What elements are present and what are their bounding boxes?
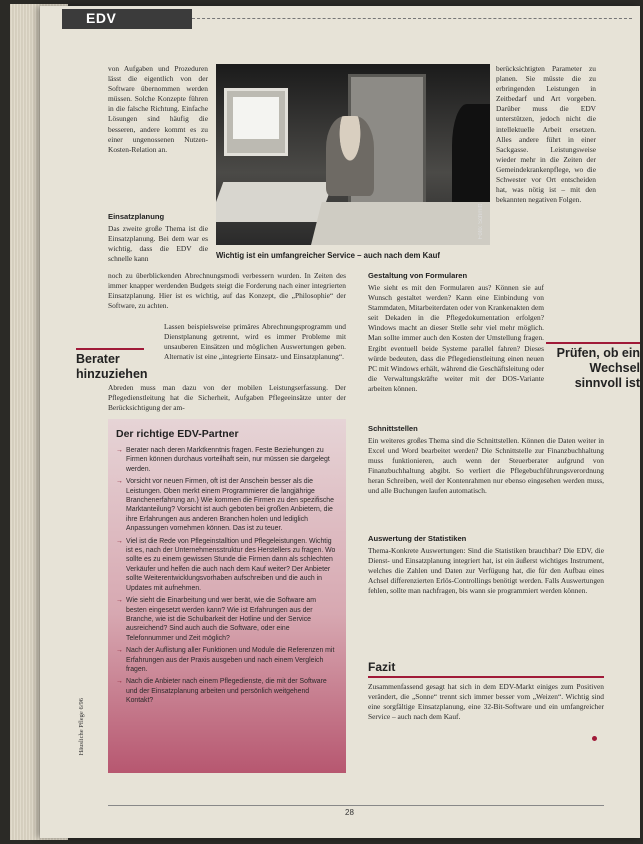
sidehead-berater-line1: Berater [76, 352, 120, 366]
section-header [40, 6, 640, 32]
fazit-heading: Fazit [368, 660, 396, 674]
infobox-item-text: Viel ist die Rede von Pflegeinstalltion und Pflegeleistungen. Wichtig ist es, nach der Unternehmensstruktur des Herstellers zu fragen. Wo sollte es zu einem gewissen Stunde die Firmen dann als schlechten Verkäufer und helfen die auch nach dem Kauf weiter? Der Anbieter sollte Weiterentwicklungsvorhaben aufschreiben und die auch in Updates mit aufnehmen. [126, 537, 336, 592]
infobox-title: Der richtige EDV-Partner [116, 428, 239, 440]
left-wide-paragraph-2: Abreden muss man dazu von der mobilen Leistungserfassung. Der Pflegedienstleitung hat die Sicherheit, Aufgaben Pflegeeinsätze unter der Berücksichtigung der am- [108, 383, 346, 413]
subheading-schnittstellen: Schnittstellen [368, 424, 418, 433]
page-number: 28 [345, 808, 354, 817]
sidehead-pruefen-line3: sinnvoll ist [574, 376, 640, 390]
column1-paragraph: von Aufgaben und Prozeduren lässt die eigentlich von der Software übernommen werden müssen. Solche Konzepte führen in die falsche Richtung. Einfache Lösungen sind häufig die besseren, andere kommt es zu einer ungenossenen Nutzen-Kosten-Relation an. [108, 64, 208, 154]
section-label: EDV [86, 10, 117, 26]
end-bullet-icon [592, 736, 597, 741]
infobox-item [116, 646, 338, 674]
sidehead-berater-rule [76, 348, 144, 350]
subheading-formulare: Gestaltung von Formularen [368, 271, 468, 280]
infobox-list [116, 446, 338, 706]
photo-office-service [216, 64, 490, 245]
sidehead-pruefen-rule [546, 342, 640, 344]
fazit-rule [368, 676, 604, 678]
photo-keyboard [216, 182, 333, 222]
infobox-item [116, 677, 338, 705]
section-header-tab [62, 9, 192, 29]
sidehead-pruefen-line1: Prüfen, ob ein [556, 346, 640, 360]
photo-screen [233, 97, 279, 139]
arrow-right-icon: → [116, 678, 123, 686]
infobox-item [116, 446, 338, 474]
left-wide-paragraph-1: noch zu überblickenden Abrechnungsmodi verbessern wurden. In Zeiten des immer knapper werdenden Budgets steigt die Forderung nach einer integrierten Einsatzplanung. Hier ist es wichtig, auf das Konzept, die „Philosophie“ der Software, zu achten. [108, 271, 346, 311]
sidehead-pruefen [546, 342, 640, 391]
infobox-item-text: Vorsicht vor neuen Firmen, oft ist der Anschein besser als die Leistungen. Oben merkt einem Programmierer die langjährige Branchenerfahrung an.) Wie kommen die Firmen zu den spezifische Marktanteilung? Vorsicht ist auch geboten bei großen Anbietern, die ihre Erfahrungen aus anderen Branchen holen und lediglich Anpassungen vornehmen können. Das ist zu teuer. [126, 478, 334, 533]
photo-table [310, 202, 490, 245]
column1-einsatz-paragraph: Das zweite große Thema ist die Einsatzplanung. Bei dem war es wichtig, dass die EDV die schnelle kann [108, 224, 208, 264]
arrow-right-icon: → [116, 537, 123, 545]
arrow-right-icon: → [116, 447, 123, 454]
infobox-item-text: Nach die Anbieter nach einem Pflegedienste, die mit der Software und der Einsatzplanung arbeiten und persönlich weitgehend Kontakt? [126, 678, 327, 705]
infobox-item [116, 596, 338, 643]
left-mid-paragraph: Lassen beispielsweise primäres Abrechnungsprogramm und Dienstplanung getrennt, wird es immer Probleme mit unsauberen Einsätzen und möglichen Auswertungen geben. Alternativ ist eine „integrierte Einsatz- und Einsatzplanung“. [164, 322, 346, 362]
infobox-item [116, 537, 338, 593]
arrow-right-icon: → [116, 597, 123, 605]
photo-caption: Wichtig ist ein umfangreicher Service – auch nach dem Kauf [216, 251, 440, 260]
sidehead-berater [76, 348, 148, 382]
fazit-paragraph: Zusammenfassend gesagt hat sich in dem EDV-Markt einiges zum Positiven verändert, die „Sonne“ trennt sich immer besser vom „Weizen“. Wichtig sind eine sorgfältige Einsatzplanung, eine 32-Bit-Software und ein umfangreicher Service – auch nach dem Kauf. [368, 682, 604, 722]
subheading-statistiken: Auswertung der Statistiken [368, 534, 467, 543]
infobox-item [116, 477, 338, 533]
infobox-item-text: Nach der Auflistung aller Funktionen und Module die Referenzen mit Erfahrungen aus der Praxis ausgeben und nach einem Vergleich fragen. [126, 647, 335, 673]
photo-person [326, 116, 374, 196]
infobox-edv-partner [108, 419, 346, 773]
header-rule [192, 18, 632, 19]
infobox-item-text: Berater nach deren Marktkenntnis fragen. Feste Beziehungen zu Firmen können durchaus vorteilhaft sein, nur müssen sie dargelegt werden. [126, 447, 330, 473]
right-paragraph-schnittstellen: Ein weiteres großes Thema sind die Schnittstellen. Können die Daten weiter in Excel und Word bearbeitet werden? Die Schnittstelle zur Finanzbuchhaltung muss funktionieren, auch wenn der Steuerberater aufgrund von Finanzbuchhaltung abgibt. So verliert die Pflegebuchführungsverordnung heran Schreiben, weil der Kontenrahmen nur ebenso eingesehen werden muss, und alle Buchungen laufen automatisch. [368, 436, 604, 496]
footer-rule [108, 805, 604, 806]
right-paragraph-statistiken: Thema-Konkrete Auswertungen: Sind die Statistiken brauchbar? Die EDV, die Dienst- und Einsatzplanung integriert hat, ist ein äußerst wichtiges Instrument, welches die Zahlen und Daten zur Verfügung hat, die für den Aufbau eines Achsel differenzierten Erlös-Controllings benötigt werden. Falls Auswertungen fehlen, sollte man nachfragen, bis wann sie programmiert werden können. [368, 546, 604, 596]
sidehead-berater-line2: hinzuziehen [76, 367, 148, 381]
infobox-item-text: Wie sieht die Einarbeitung und wer berät, wie die Software am besten eingesetzt werden kann? Wie ist Erfahrungen aus der Branche, wie ist die Schulbarkeit der Hotline und der Service ausreichend? Sind auch auch die Software, oder eine Telefonnummer und Zeit möglich? [126, 597, 316, 642]
right-paragraph-formulare: Wie sieht es mit den Formularen aus? Können sie auf Wunsch gestaltet werden? Kann eine Einbindung von Stammdaten, Mitarbeiterdaten oder von Krankenakten dem seit Dekaden in die Pflegedokumentation erfolgen? Windows macht an dieser Stelle sehr viel mehr möglich. Man sollte immer auch den Kosten der Umstellung fragen. Ergibt eventuell beide Systeme parallel fahren? Dieses würde bedeuten, dass die Pflegedienstleitung einen neuen PC mit Windows erhält, während die Geschäftsleitung oder die Verwaltungskräfte weiter mit der DOS-Variante arbeiten können. [368, 283, 544, 393]
photo-monitor [224, 88, 288, 156]
arrow-right-icon: → [116, 478, 123, 486]
journal-footer: Häusliche Pflege 6/96 [78, 698, 85, 756]
photo-credit: Foto: Schmitt [478, 203, 484, 239]
column3-paragraph: berücksichtigten Parameter zu planen. Sie müsste die zu erbringenden Leistungen in Zeitbedarf und Art vorgeben. Darüber muss die EDV unterstützen, jedoch nicht die intellektuelle Arbeit ersetzen. Alles andere führt in einer Sackgasse. Leistungsweise wieder mehr in die Zeiten der Gemeindekrankenpflege, wo die Schwester vor Ort entscheiden hat, was nötig ist – mit den bekannten negativen Folgen. [496, 64, 596, 205]
sidehead-pruefen-line2: Wechsel [589, 361, 640, 375]
subheading-einsatzplanung: Einsatzplanung [108, 212, 165, 221]
arrow-right-icon: → [116, 647, 123, 655]
